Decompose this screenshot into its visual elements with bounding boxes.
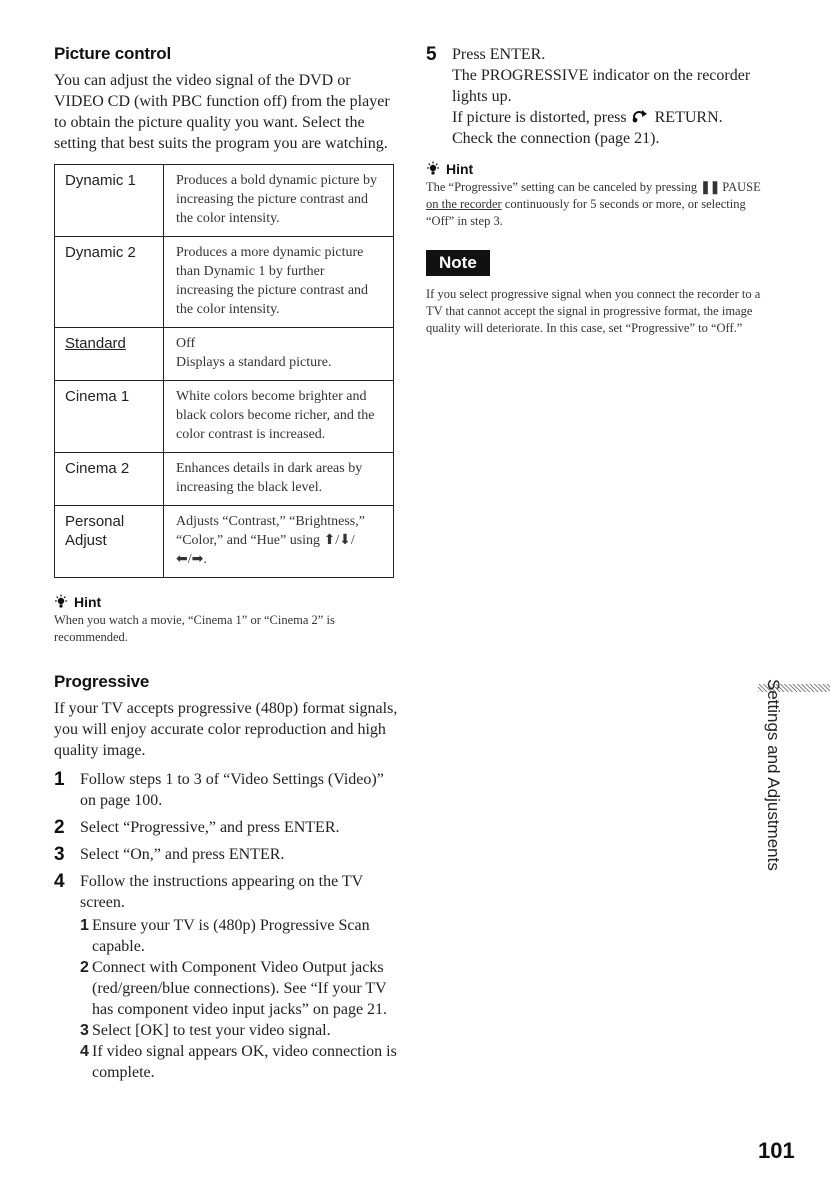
mode-description: Displays a standard picture.	[176, 355, 332, 370]
sub-step-text: Select [OK] to test your video signal.	[92, 1022, 331, 1039]
hint-label: Hint	[446, 161, 474, 177]
mode-description: Produces a bold dynamic picture by increasing the picture contrast and the color intensity.	[164, 165, 394, 237]
arrow-left-right-icon: ⬅/➡	[176, 552, 204, 567]
sub-step-text: Ensure your TV is (480p) Progressive Scan capable.	[92, 917, 370, 955]
table-row	[55, 165, 394, 237]
step-list	[54, 769, 399, 1083]
lightbulb-icon	[426, 161, 440, 177]
step-text: Check the connection (page 21).	[452, 130, 660, 147]
hint-text: When you watch a movie, “Cinema 1” or “Cinema 2” is recommended.	[54, 613, 335, 644]
lightbulb-icon	[54, 594, 68, 610]
section-tab	[762, 679, 784, 871]
step-number: 2	[54, 817, 65, 838]
left-column	[54, 44, 399, 1083]
list-item	[54, 871, 399, 913]
step-text: The PROGRESSIVE indicator on the recorder lights up.	[452, 67, 751, 105]
return-icon	[631, 109, 651, 123]
list-item	[54, 769, 399, 811]
step-text: If picture is distorted, press	[452, 109, 627, 126]
step-number: 1	[54, 769, 65, 790]
hint-underlined-text: on the recorder	[426, 197, 502, 211]
note-badge: Note	[426, 250, 490, 276]
table-row	[55, 381, 394, 453]
picture-mode-table	[54, 164, 394, 578]
step-text: Press ENTER.	[452, 46, 546, 63]
picture-control-heading: Picture control	[54, 44, 171, 63]
step-text: Select “Progressive,” and press ENTER.	[80, 819, 340, 836]
sub-step	[80, 1041, 399, 1083]
sub-step	[80, 915, 399, 957]
table-row	[55, 237, 394, 328]
sub-step-number: 2	[80, 959, 89, 976]
note-text: If you select progressive signal when you connect the recorder to a TV that cannot accept the signal in progressive format, the image quality will deteriorate. In this case, set “Progressive” to “Off.”	[426, 287, 761, 335]
sub-step-number: 3	[80, 1022, 89, 1039]
mode-description: White colors become brighter and black colors become richer, and the color contrast is increased.	[164, 381, 394, 453]
progressive-intro: If your TV accepts progressive (480p) format signals, you will enjoy accurate color reproduction and high quality image.	[54, 700, 398, 759]
mode-description: Enhances details in dark areas by increasing the black level.	[164, 453, 394, 506]
return-button-label: RETURN.	[654, 109, 723, 126]
sub-step-text: If video signal appears OK, video connection is complete.	[92, 1043, 397, 1081]
sub-step-number: 4	[80, 1043, 89, 1060]
list-item	[54, 844, 399, 865]
table-row	[55, 328, 394, 381]
step-number: 4	[54, 871, 65, 892]
mode-name: Standard	[65, 335, 126, 352]
sub-step-number: 1	[80, 917, 89, 934]
sub-step	[80, 1020, 399, 1041]
mode-name: Dynamic 2	[55, 237, 164, 328]
mode-name: Cinema 2	[55, 453, 164, 506]
pause-icon: ❚❚	[700, 180, 720, 194]
sub-step	[80, 957, 399, 1020]
hint-label: Hint	[74, 594, 102, 610]
section-tab-label: Settings and Adjustments	[764, 679, 783, 871]
mode-name: Dynamic 1	[55, 165, 164, 237]
mode-description: Adjusts “Contrast,” “Brightness,” “Color,” and “Hue” using	[176, 514, 365, 548]
step-text: Follow the instructions appearing on the TV screen.	[80, 873, 363, 911]
step-text: Follow steps 1 to 3 of “Video Settings (Video)” on page 100.	[80, 771, 384, 809]
hint-text	[426, 179, 771, 230]
mode-default-value: Off	[176, 336, 196, 351]
step-number: 5	[426, 44, 437, 65]
arrow-up-down-icon: ⬆/⬇/	[323, 533, 355, 548]
picture-control-intro: You can adjust the video signal of the DVD or VIDEO CD (with PBC function off) from the player to obtain the picture quality you want. Select the setting that best suits the program you are watching.	[54, 72, 390, 152]
list-item	[426, 44, 771, 149]
mode-name-line2: Adjust	[65, 532, 107, 549]
step-text: Select “On,” and press ENTER.	[80, 846, 285, 863]
right-column	[426, 44, 771, 337]
period: .	[203, 552, 207, 567]
step-number: 3	[54, 844, 65, 865]
progressive-heading: Progressive	[54, 672, 150, 691]
mode-name-line1: Personal	[65, 513, 125, 530]
hint-heading	[426, 161, 771, 177]
hint-text-part: continuously for 5 seconds or more, or selecting “Off” in step 3.	[426, 197, 746, 228]
page-number: 101	[758, 1138, 795, 1163]
mode-name: Cinema 1	[55, 381, 164, 453]
table-row	[55, 506, 394, 578]
table-row	[55, 453, 394, 506]
list-item	[54, 817, 399, 838]
pause-button-label: PAUSE	[722, 180, 761, 194]
hint-heading	[54, 594, 399, 610]
sub-step-text: Connect with Component Video Output jacks (red/green/blue connections). See “If your TV has component video input jacks” on page 21.	[92, 959, 388, 1018]
mode-description: Produces a more dynamic picture than Dynamic 1 by further increasing the picture contrast and the color intensity.	[164, 237, 394, 328]
hint-text-part: The “Progressive” setting can be canceled by pressing	[426, 180, 698, 194]
